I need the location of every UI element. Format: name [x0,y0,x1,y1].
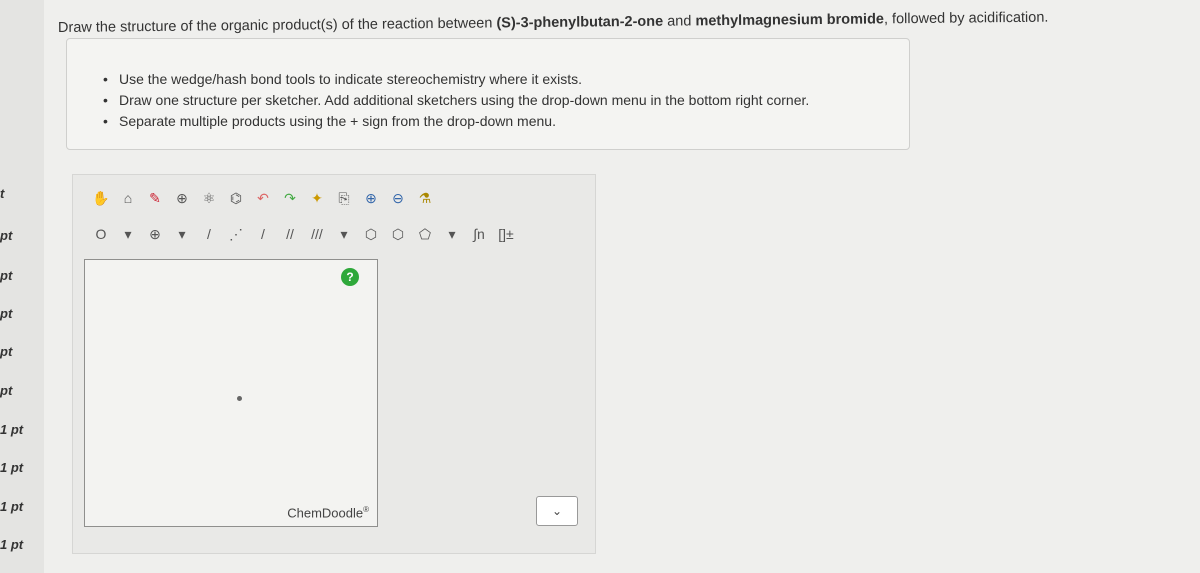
points-label: pt [0,383,13,398]
charge-plus-icon[interactable]: ⊕ [149,225,161,242]
wedge-bond-icon[interactable]: / [261,226,265,242]
bond-dropdown-icon[interactable]: ▾ [340,225,348,242]
redo-icon[interactable]: ↷ [284,189,296,206]
points-sidebar [0,0,44,573]
help-icon[interactable]: ? [341,268,359,286]
points-label: pt [0,268,13,283]
points-label: 1 pt [0,460,24,475]
structure-icon[interactable]: ⌬ [229,189,243,206]
points-label: 1 pt [0,537,24,552]
instruction-item: • Use the wedge/hash bond tools to indicate stereochemistry where it exists. [119,69,909,90]
points-label: t [0,186,5,201]
lasso-icon[interactable]: ⌂ [123,190,133,206]
hash-bond-icon[interactable]: ⋰ [229,225,243,242]
cyclopentane-icon[interactable]: ⬠ [418,225,432,242]
bracket-charge-icon[interactable]: []± [498,226,514,242]
copy-icon[interactable]: ⎘ [338,189,350,206]
clean-icon[interactable]: ✦ [311,189,323,206]
chem-sketcher [72,174,596,554]
charge-dropdown-icon[interactable]: ▾ [178,225,186,242]
repeat-unit-icon[interactable]: ∫n [473,226,485,242]
template-icon[interactable]: ⚛ [202,189,216,206]
reactant-2: methylmagnesium bromide [695,11,885,30]
hand-icon[interactable]: ✋ [92,189,110,206]
toolbar-row-1 [91,189,435,207]
atom-o-button[interactable]: O [95,226,107,242]
cyclohexane-icon[interactable]: ⬡ [364,225,378,242]
toolbar-row-2 [91,225,516,243]
atom-dropdown-icon[interactable]: ▾ [124,225,132,242]
instruction-item: • Separate multiple products using the + sign from the drop-down menu. [119,111,909,132]
points-label: pt [0,228,13,243]
instruction-item: • Draw one structure per sketcher. Add additional sketchers using the drop-down menu in the bottom right corner. [119,90,909,111]
canvas-dot [237,396,242,401]
double-bond-icon[interactable]: // [286,226,294,242]
flask-icon[interactable]: ⚗ [418,189,432,206]
single-bond-icon[interactable]: / [207,226,211,242]
undo-icon[interactable]: ↶ [257,189,269,206]
instructions-box [66,38,910,150]
points-label: 1 pt [0,422,24,437]
points-label: pt [0,344,13,359]
eraser-icon[interactable]: ✎ [149,189,161,206]
triple-bond-icon[interactable]: /// [311,226,323,242]
points-label: 1 pt [0,499,24,514]
ring-plus-icon[interactable]: ⊕ [176,189,188,206]
reactant-1: (S)-3-phenylbutan-2-one [496,13,664,32]
zoom-in-icon[interactable]: ⊕ [365,189,377,206]
zoom-out-icon[interactable]: ⊖ [392,189,404,206]
ring-dropdown-icon[interactable]: ▾ [448,225,456,242]
benzene-icon[interactable]: ⬡ [391,225,405,242]
question-text: Draw the structure of the organic product(s) of the reaction between (S)-3-phenylbutan-2-one and methylmagnesium bromide, followed by acidification. [57,9,1049,36]
chemdoodle-brand: ChemDoodle® [287,504,369,520]
drawing-canvas[interactable] [84,259,378,527]
points-label: pt [0,306,13,321]
add-sketcher-dropdown[interactable]: ⌄ [536,496,578,526]
